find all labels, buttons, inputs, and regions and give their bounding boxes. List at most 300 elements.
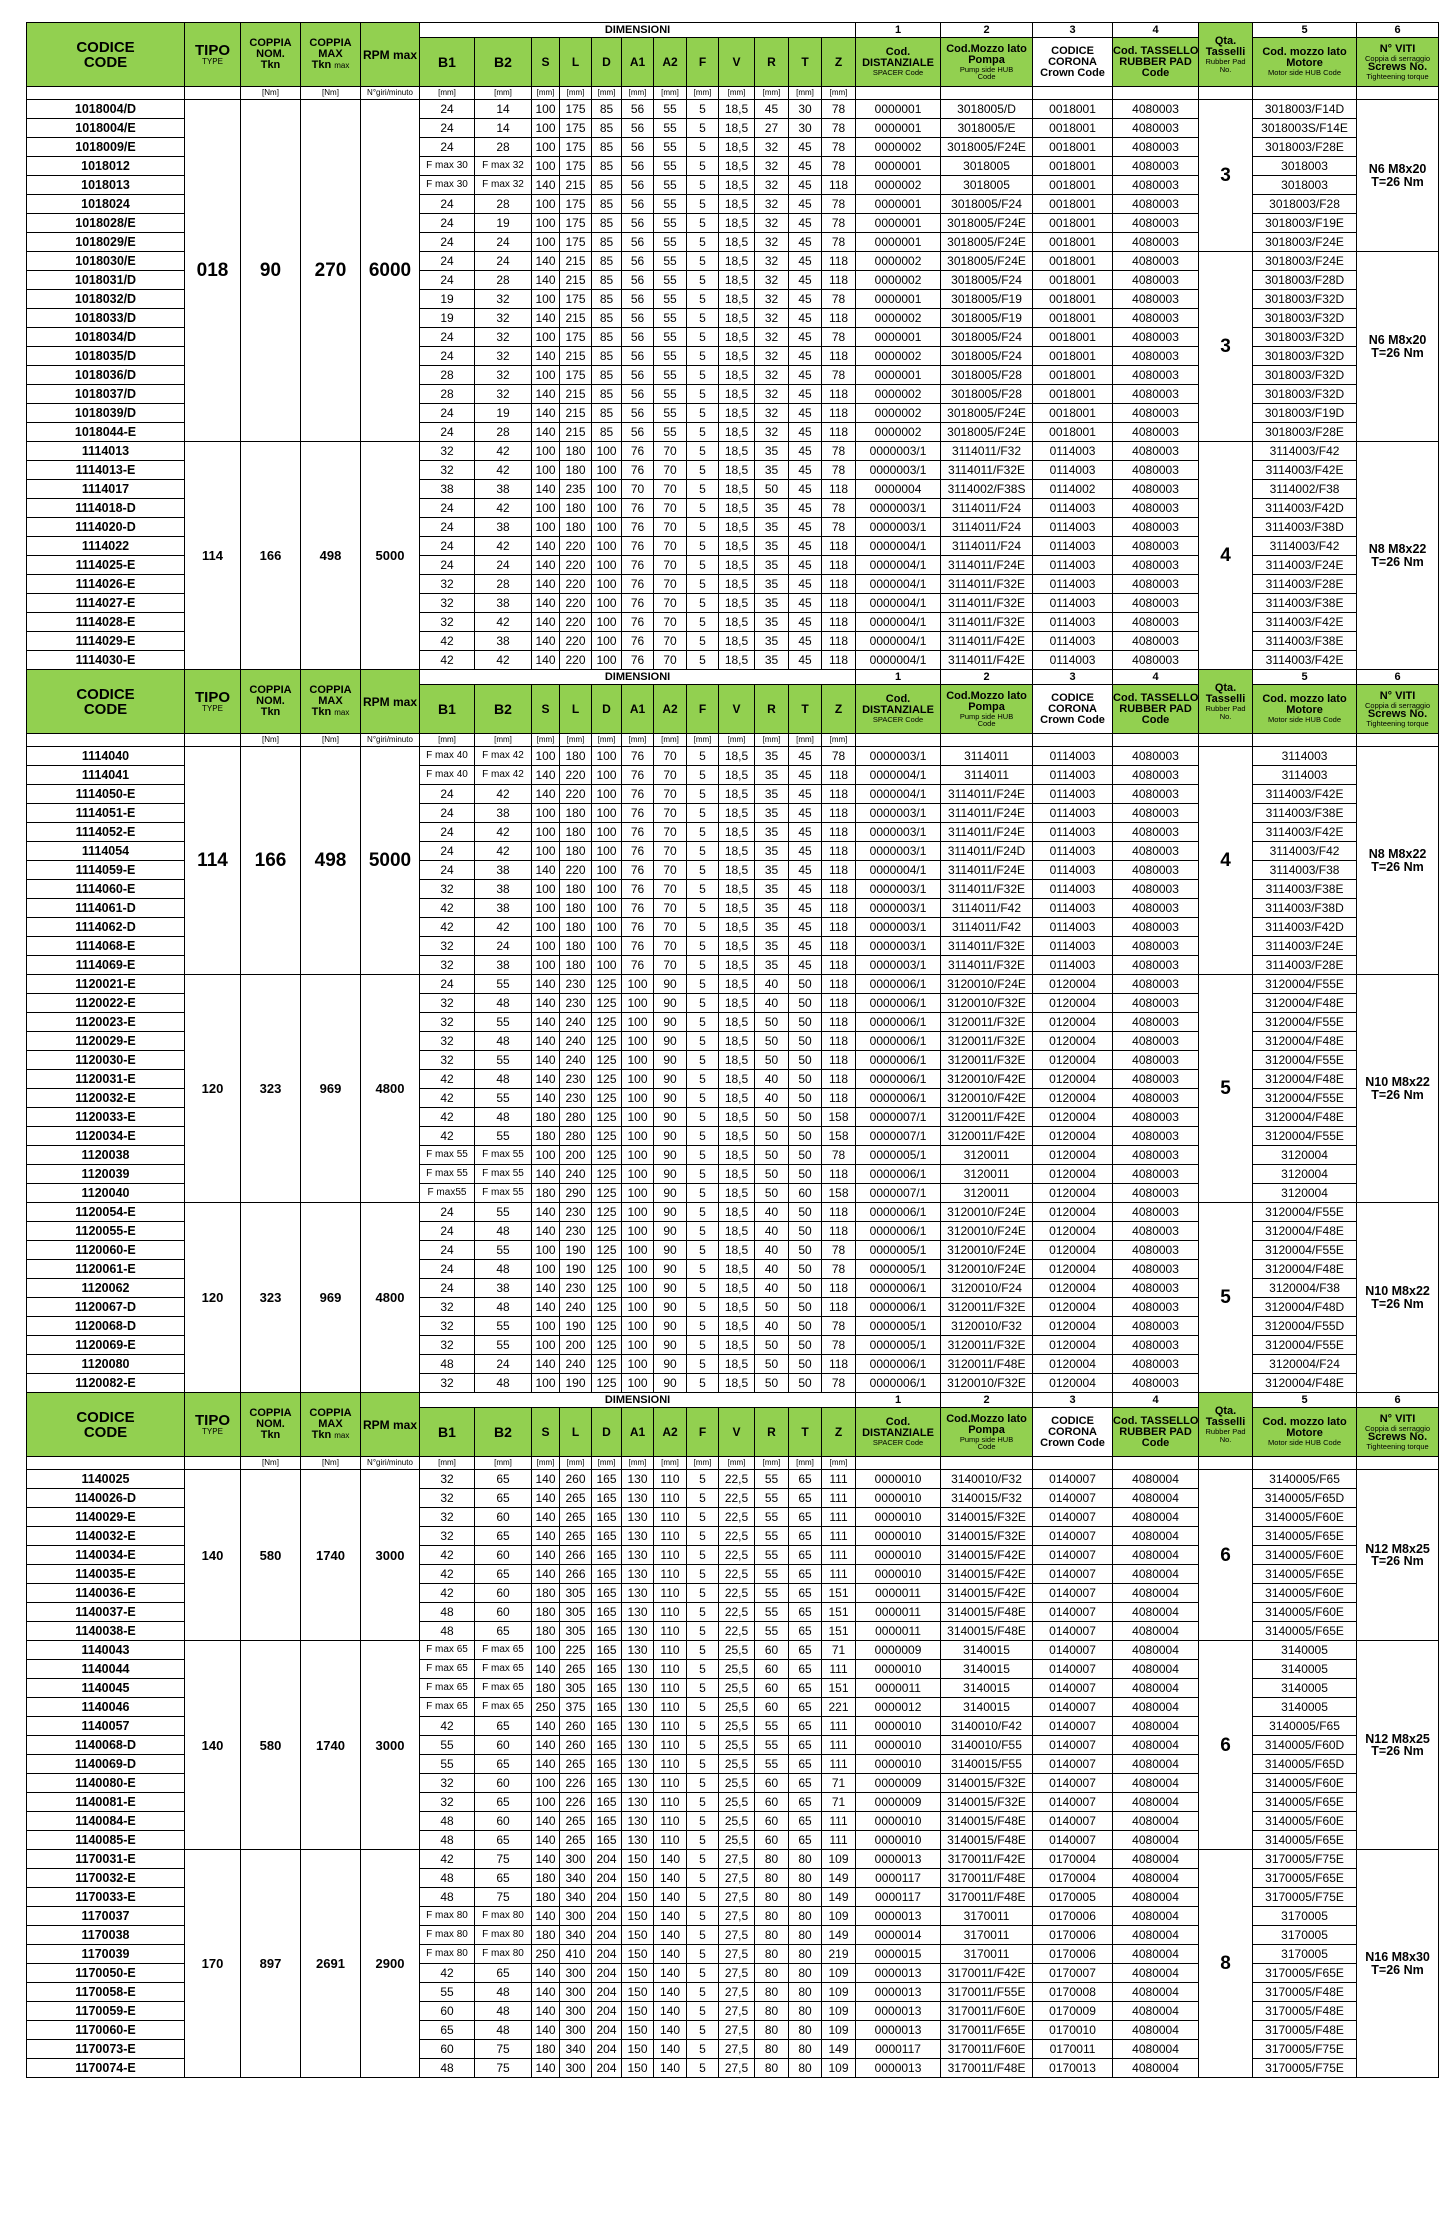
cell: 300 [560,2059,592,2078]
header-label: MAX [318,695,343,707]
cell: 56 [622,119,654,138]
cell: 4080003 [1113,1013,1199,1032]
product-code: 1120039 [27,1165,185,1184]
cell: 28 [475,138,532,157]
cell: 140 [532,1508,560,1527]
cell: 80 [789,1945,822,1964]
header-unit [301,1457,361,1470]
cell: 0140007 [1033,1508,1113,1527]
cell: 150 [622,1926,654,1945]
cell: 0000003/1 [856,747,941,766]
product-code: 1120030-E [27,1051,185,1070]
cell: 100 [592,804,622,823]
cell: 305 [560,1679,592,1698]
cell: 70 [654,785,687,804]
cell: 50 [755,1355,789,1374]
header-dim-b1 [420,38,475,87]
cell: 4080003 [1113,1336,1199,1355]
header-sublabel: max [334,1431,350,1440]
cell: 151 [822,1584,856,1603]
header-units-row [27,734,1439,747]
cell: 265 [560,1508,592,1527]
cell: 0140007 [1033,1698,1113,1717]
cell: 35 [755,537,789,556]
header-viti [1357,685,1439,734]
header-sublabel: Pump side HUB [959,64,1014,74]
header-unit [532,1457,560,1470]
cell: 45 [789,442,822,461]
cell: 150 [622,1869,654,1888]
header-unit [1253,87,1357,100]
cell: 32 [420,1051,475,1070]
cell: 70 [654,594,687,613]
cell: 65 [789,1679,822,1698]
cell: 111 [822,1470,856,1489]
cell: 180 [560,956,592,975]
cell: 0000010 [856,1755,941,1774]
cell: 100 [592,480,622,499]
cell: 230 [560,1203,592,1222]
cell: 3018005/F24 [941,328,1033,347]
header-unit [719,87,755,100]
product-code: 1140046 [27,1698,185,1717]
cell: 24 [420,252,475,271]
cell: 118 [822,918,856,937]
cell: 3140005/F65E [1253,1793,1357,1812]
cell: 48 [420,1888,475,1907]
header-sublabel: Code [977,719,996,728]
cell: 100 [592,766,622,785]
cell: 60 [755,1641,789,1660]
screws-spec: N6 M8x20 [1368,162,1427,176]
cell: 125 [592,1336,622,1355]
cell: 100 [622,994,654,1013]
cell: 3114011/F24D [941,842,1033,861]
cell: 3120011 [941,1146,1033,1165]
cell: 3140015/F32E [941,1527,1033,1546]
header-unit [856,87,941,100]
cell: 5 [687,385,719,404]
cell: 42 [475,785,532,804]
cell: 3140005 [1253,1679,1357,1698]
cell: 219 [822,1945,856,1964]
product-code: 1170058-E [27,1983,185,2002]
cell: 45 [789,899,822,918]
unit-label: [Nm] [262,735,279,744]
cell: 42 [475,842,532,861]
cell: 0000004/1 [856,766,941,785]
cell: 4080003 [1113,328,1199,347]
cell: 80 [755,2021,789,2040]
group-nom: 90 [241,100,301,442]
cell: 19 [420,309,475,328]
cell: 240 [560,1298,592,1317]
cell: 80 [789,1907,822,1926]
cell: 3140005/F65D [1253,1489,1357,1508]
cell: 3018005/F24E [941,138,1033,157]
cell: 110 [654,1717,687,1736]
cell: 19 [420,290,475,309]
cell: 24 [475,1355,532,1374]
cell: 5 [687,119,719,138]
cell: 140 [532,423,560,442]
cell: 300 [560,1964,592,1983]
cell: 38 [420,480,475,499]
cell: 175 [560,119,592,138]
cell: 4080004 [1113,1717,1199,1736]
cell: 100 [532,1241,560,1260]
screws-torque [1357,1203,1439,1393]
cell: 32 [475,347,532,366]
header-unit [755,734,789,747]
screws-torque [1357,252,1439,442]
cell: 4080003 [1113,442,1199,461]
cell: 130 [622,1831,654,1850]
cell: 3114011/F42E [941,632,1033,651]
cell: 90 [654,1336,687,1355]
cell: 0000010 [856,1831,941,1850]
cell: 140 [532,575,560,594]
header-unit [822,734,856,747]
cell: 5 [687,1945,719,1964]
cell: 65 [789,1565,822,1584]
cell: 4080003 [1113,975,1199,994]
header-sublabel: Tighteening torque [1366,719,1429,728]
unit-label: [mm] [762,1458,781,1467]
cell: 111 [822,1489,856,1508]
cell: 35 [755,899,789,918]
cell: 18,5 [719,766,755,785]
header-unit [241,734,301,747]
screws-torque [1357,442,1439,670]
cell: 45 [789,861,822,880]
header-label: Cod. [885,1416,911,1429]
cell: 65 [789,1755,822,1774]
cell: 25,5 [719,1755,755,1774]
cell: 118 [822,766,856,785]
cell: 3114011/F24E [941,823,1033,842]
cell: 18,5 [719,651,755,670]
cell: 0000012 [856,1698,941,1717]
header-cod-mozzo-motore [1253,38,1357,87]
cell: 3114011/F32E [941,880,1033,899]
cell: 78 [822,290,856,309]
cell: 50 [789,1298,822,1317]
cell: 165 [592,1565,622,1584]
header-label: CODICE [1051,691,1094,704]
cell: 3170005/F75E [1253,2059,1357,2078]
cell: 25,5 [719,1793,755,1812]
cell: 76 [622,461,654,480]
cell: 5 [687,1565,719,1584]
header-number: 3 [1069,1393,1076,1406]
cell: 3018003/F24E [1253,252,1357,271]
cell: 3170011/F48E [941,2059,1033,2078]
cell: 80 [755,1964,789,1983]
cell: 4080003 [1113,290,1199,309]
header-label: COPPIA [309,684,352,696]
cell: 60 [475,1508,532,1527]
cell: 42 [420,899,475,918]
header-label: R [767,702,776,716]
cell: 35 [755,442,789,461]
cell: 80 [755,1907,789,1926]
cell: 42 [475,499,532,518]
cell: 0140007 [1033,1660,1113,1679]
cell: 4080004 [1113,1470,1199,1489]
header-unit [560,1457,592,1470]
cell: 3170011/F60E [941,2002,1033,2021]
cell: 204 [592,1888,622,1907]
cell: 5 [687,899,719,918]
cell: 3140015/F48E [941,1831,1033,1850]
cell: 180 [560,823,592,842]
cell: 0000117 [856,1869,941,1888]
header-label: L [571,702,580,716]
cell: 0000009 [856,1641,941,1660]
cell: F max 80 [420,1926,475,1945]
cell: 5 [687,138,719,157]
cell: 175 [560,233,592,252]
cell: 55 [420,1736,475,1755]
cell: 38 [475,518,532,537]
header-viti [1357,1408,1439,1457]
cell: 140 [532,1298,560,1317]
header-unit [941,87,1033,100]
cell: 70 [654,823,687,842]
header-unit [622,1457,654,1470]
header-cod-distanziale [856,38,941,87]
cell: 80 [789,2040,822,2059]
cell: 5 [687,252,719,271]
cell: 3120004 [1253,1165,1357,1184]
cell: 4080003 [1113,1108,1199,1127]
header-coppia-nom [241,23,301,87]
cell: 100 [622,1336,654,1355]
cell: 5 [687,537,719,556]
cell: F max 65 [475,1660,532,1679]
header-number: 2 [983,670,990,683]
header-unit [1113,87,1199,100]
cell: 0000006/1 [856,975,941,994]
header-label: F [698,702,707,716]
cell: 56 [622,309,654,328]
cell: 300 [560,1983,592,2002]
cell: 125 [592,1032,622,1051]
cell: 55 [755,1565,789,1584]
unit-label: [mm] [829,735,848,744]
cell: 5 [687,1489,719,1508]
cell: 240 [560,1032,592,1051]
header-label: Motore [1286,704,1323,717]
cell: 5 [687,1527,719,1546]
cell: 70 [654,899,687,918]
cell: 5 [687,1508,719,1527]
cell: 0140007 [1033,1831,1113,1850]
cell: 35 [755,747,789,766]
cell: 3120011/F42E [941,1127,1033,1146]
cell: 76 [622,766,654,785]
header-col-number [1033,670,1113,685]
cell: 4080003 [1113,119,1199,138]
cell: 0000004 [856,480,941,499]
cell: 0000001 [856,100,941,119]
cell: 4080004 [1113,1869,1199,1888]
cell: 0114003 [1033,823,1113,842]
cell: 165 [592,1584,622,1603]
header-unit [1113,1457,1199,1470]
cell: 48 [475,1983,532,2002]
header-label: RUBBER PAD [1119,55,1192,68]
cell: 80 [789,1869,822,1888]
cell: 5 [687,785,719,804]
cell: 45 [789,937,822,956]
product-code: 1018004/E [27,119,185,138]
unit-label: [mm] [727,1458,746,1467]
product-code: 1120054-E [27,1203,185,1222]
cell: 0000003/1 [856,937,941,956]
cell: 19 [475,214,532,233]
cell: 110 [654,1641,687,1660]
cell: 3120010/F32E [941,1374,1033,1393]
product-code: 1114060-E [27,880,185,899]
cell: 32 [420,880,475,899]
cell: 0120004 [1033,1070,1113,1089]
cell: 5 [687,1584,719,1603]
header-label: NOM. [256,1418,285,1430]
cell: 220 [560,766,592,785]
cell: 4080003 [1113,632,1199,651]
cell: 85 [592,195,622,214]
header-label: Tkn [311,706,332,718]
cell: 0114003 [1033,651,1113,670]
product-code: 1018004/D [27,100,185,119]
cell: 5 [687,1717,719,1736]
cell: 70 [654,747,687,766]
cell: 32 [420,594,475,613]
cell: 60 [475,1736,532,1755]
cell: 18,5 [719,1070,755,1089]
cell: 158 [822,1108,856,1127]
cell: 3114003/F42 [1253,537,1357,556]
cell: 24 [420,214,475,233]
cell: 4080003 [1113,556,1199,575]
cell: 30 [789,100,822,119]
header-dim-b2 [475,685,532,734]
product-code: 1114017 [27,480,185,499]
cell: 0018001 [1033,157,1113,176]
cell: 130 [622,1546,654,1565]
header-label: Tasselli [1205,693,1246,705]
cell: 5 [687,1241,719,1260]
cell: 55 [755,1470,789,1489]
cell: 48 [420,1355,475,1374]
cell: 125 [592,1013,622,1032]
cell: 18,5 [719,804,755,823]
header-number: 5 [1301,23,1308,36]
header-label: RPM max [362,694,418,709]
header-number: 6 [1394,23,1401,36]
cell: 130 [622,1679,654,1698]
cell: 0140007 [1033,1774,1113,1793]
header-sublabel: TYPE [202,57,223,66]
rubber-pad-qty: 5 [1199,1203,1253,1393]
cell: 25,5 [719,1698,755,1717]
cell: 130 [622,1793,654,1812]
cell: 32 [420,1793,475,1812]
cell: 65 [789,1641,822,1660]
cell: 3114003/F38E [1253,632,1357,651]
cell: 0114003 [1033,956,1113,975]
cell: 5 [687,1641,719,1660]
cell: 180 [532,1679,560,1698]
cell: 204 [592,1926,622,1945]
unit-label: [mm] [661,1458,679,1467]
header-dim-z [822,38,856,87]
cell: 3140015/F32E [941,1793,1033,1812]
cell: 140 [532,613,560,632]
cell: 25,5 [719,1660,755,1679]
cell: F max 80 [475,1926,532,1945]
product-code: 1140081-E [27,1793,185,1812]
cell: 70 [654,651,687,670]
cell: 78 [822,442,856,461]
header-label: RPM max [362,47,418,62]
cell: 50 [755,480,789,499]
header-number: 6 [1394,1393,1401,1406]
cell: 65 [789,1774,822,1793]
cell: 56 [622,404,654,423]
cell: 5 [687,499,719,518]
group-nom: 323 [241,975,301,1203]
cell: 165 [592,1546,622,1565]
cell: 140 [532,404,560,423]
cell: 55 [755,1603,789,1622]
table-row [27,100,1439,119]
cell: 24 [420,785,475,804]
cell: 100 [592,556,622,575]
header-col-number [856,670,941,685]
screws-spec: N8 M8x22 [1368,847,1427,861]
cell: 118 [822,956,856,975]
cell: 5 [687,1926,719,1945]
cell: 0000006/1 [856,994,941,1013]
cell: 100 [622,1032,654,1051]
cell: 22,5 [719,1565,755,1584]
cell: 32 [420,1470,475,1489]
cell: 118 [822,575,856,594]
cell: 230 [560,1089,592,1108]
cell: 100 [622,1146,654,1165]
cell: 0170006 [1033,1907,1113,1926]
screws-torque [1357,747,1439,975]
cell: 3140005/F60E [1253,1584,1357,1603]
cell: 0018001 [1033,176,1113,195]
cell: 0000010 [856,1717,941,1736]
cell: 130 [622,1660,654,1679]
cell: 32 [420,1374,475,1393]
product-code: 1114026-E [27,575,185,594]
cell: 0000011 [856,1584,941,1603]
header-label: F [698,1425,707,1439]
cell: 165 [592,1622,622,1641]
group-max: 2691 [301,1850,361,2078]
header-qta [1199,1393,1253,1457]
cell: 140 [532,975,560,994]
product-code: 1140025 [27,1470,185,1489]
cell: 260 [560,1470,592,1489]
header-col-number [856,23,941,38]
